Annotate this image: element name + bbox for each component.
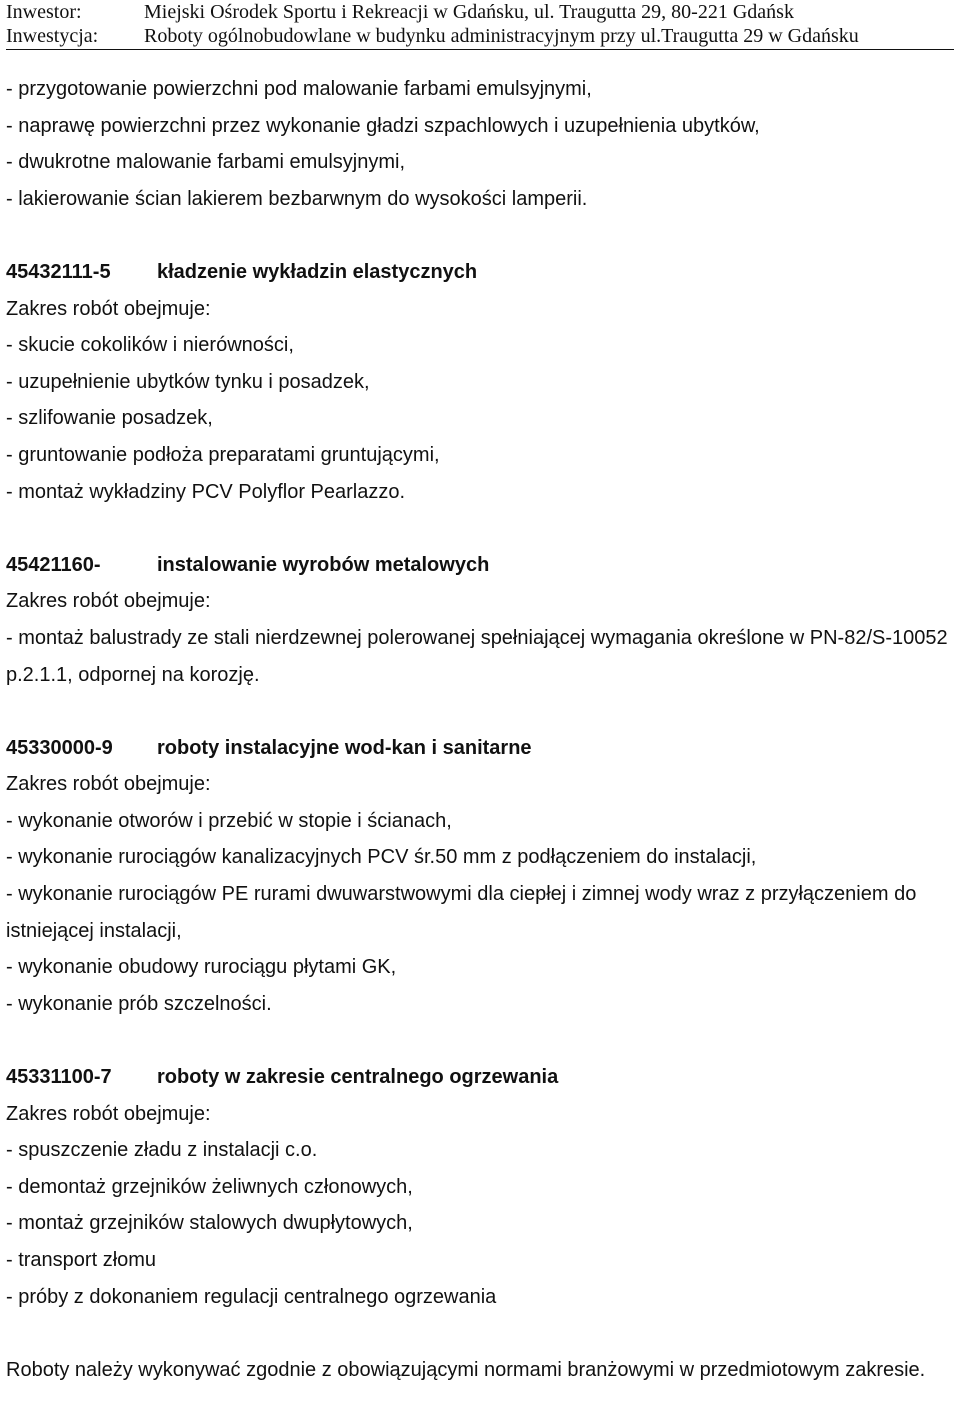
section-heading — [6, 730, 956, 767]
list-item: - uzupełnienie ubytków tynku i posadzek, — [6, 370, 370, 393]
list-item: - spuszczenie zładu z instalacji c.o. — [6, 1139, 318, 1162]
scope-label: Zakres robót obejmuje: — [6, 297, 211, 320]
list-item: - demontaż grzejników żeliwnych członowych, — [6, 1175, 413, 1198]
list-item: - wykonanie obudowy rurociągu płytami GK, — [6, 956, 397, 979]
list-item: - wykonanie rurociągów kanalizacyjnych PCV śr.50 mm z podłączeniem do instalacji, — [6, 846, 757, 869]
section-code: 45331100-7 — [6, 1066, 112, 1089]
spacer — [6, 510, 956, 547]
section-heading — [6, 254, 956, 291]
document-body — [6, 71, 956, 1388]
list-item: - montaż wykładziny PCV Polyflor Pearlazzo. — [6, 480, 406, 503]
section-heating — [6, 1059, 956, 1315]
list-item: - szlifowanie posadzek, — [6, 407, 213, 430]
closing-paragraph: Roboty należy wykonywać zgodnie z obowiązującymi normami branżowymi w przedmiotowym zakresie. — [6, 1358, 926, 1381]
section-code: 45330000-9 — [6, 736, 113, 759]
header-divider — [6, 49, 954, 50]
list-item: - montaż balustrady ze stali nierdzewnej polerowanej spełniającej wymagania określone w PN-82/S-10052 p.2.1.1, odpornej na korozję. — [6, 626, 948, 686]
list-item: - wykonanie rurociągów PE rurami dwuwarstwowymi dla ciepłej i zimnej wody wraz z przyłączeniem do istniejącej instalacji, — [6, 883, 917, 942]
list-item: - lakierowanie ścian lakierem bezbarwnym do wysokości lamperii. — [6, 187, 588, 210]
investor-value: Miejski Ośrodek Sportu i Rekreacji w Gdańsku, ul. Traugutta 29, 80-221 Gdańsk — [144, 1, 794, 23]
section-code: 45432111-5 — [6, 260, 111, 283]
list-item: - wykonanie otworów i przebić w stopie i ścianach, — [6, 809, 452, 832]
scope-label: Zakres robót obejmuje: — [6, 773, 211, 796]
investor-label: Inwestor: — [6, 1, 82, 23]
list-item: - montaż grzejników stalowych dwupłytowych, — [6, 1212, 413, 1235]
spacer — [6, 217, 956, 254]
scope-label: Zakres robót obejmuje: — [6, 590, 211, 613]
section-flooring — [6, 254, 956, 510]
section-title: kładzenie wykładzin elastycznych — [157, 260, 478, 283]
section-metal-products — [6, 547, 956, 693]
section-title: roboty instalacyjne wod-kan i sanitarne — [157, 736, 532, 759]
list-item: - skucie cokolików i nierówności, — [6, 334, 294, 357]
list-item: - wykonanie prób szczelności. — [6, 992, 272, 1015]
list-item: - naprawę powierzchni przez wykonanie gładzi szpachlowych i uzupełnienia ubytków, — [6, 114, 760, 137]
list-item: - dwukrotne malowanie farbami emulsyjnymi, — [6, 151, 406, 174]
section-heading — [6, 1059, 956, 1096]
list-item: - gruntowanie podłoża preparatami gruntującymi, — [6, 443, 440, 466]
investment-label: Inwestycja: — [6, 25, 99, 47]
investment-value: Roboty ogólnobudowlane w budynku administracyjnym przy ul.Traugutta 29 w Gdańsku — [144, 25, 859, 47]
list-item: - przygotowanie powierzchni pod malowanie farbami emulsyjnymi, — [6, 78, 592, 100]
investment-row — [6, 24, 956, 48]
document-header — [6, 0, 956, 48]
list-item: - próby z dokonaniem regulacji centralnego ogrzewania — [6, 1285, 497, 1308]
section-title: instalowanie wyrobów metalowych — [157, 553, 490, 576]
spacer — [6, 693, 956, 730]
spacer — [6, 1315, 956, 1352]
section-code: 45421160- — [6, 553, 101, 576]
spacer — [6, 1022, 956, 1059]
intro-list — [6, 71, 956, 217]
section-heading — [6, 547, 956, 584]
list-item: - transport złomu — [6, 1249, 157, 1271]
section-plumbing — [6, 730, 956, 1023]
scope-label: Zakres robót obejmuje: — [6, 1102, 211, 1125]
investor-row — [6, 0, 956, 24]
section-title: roboty w zakresie centralnego ogrzewania — [157, 1066, 559, 1089]
